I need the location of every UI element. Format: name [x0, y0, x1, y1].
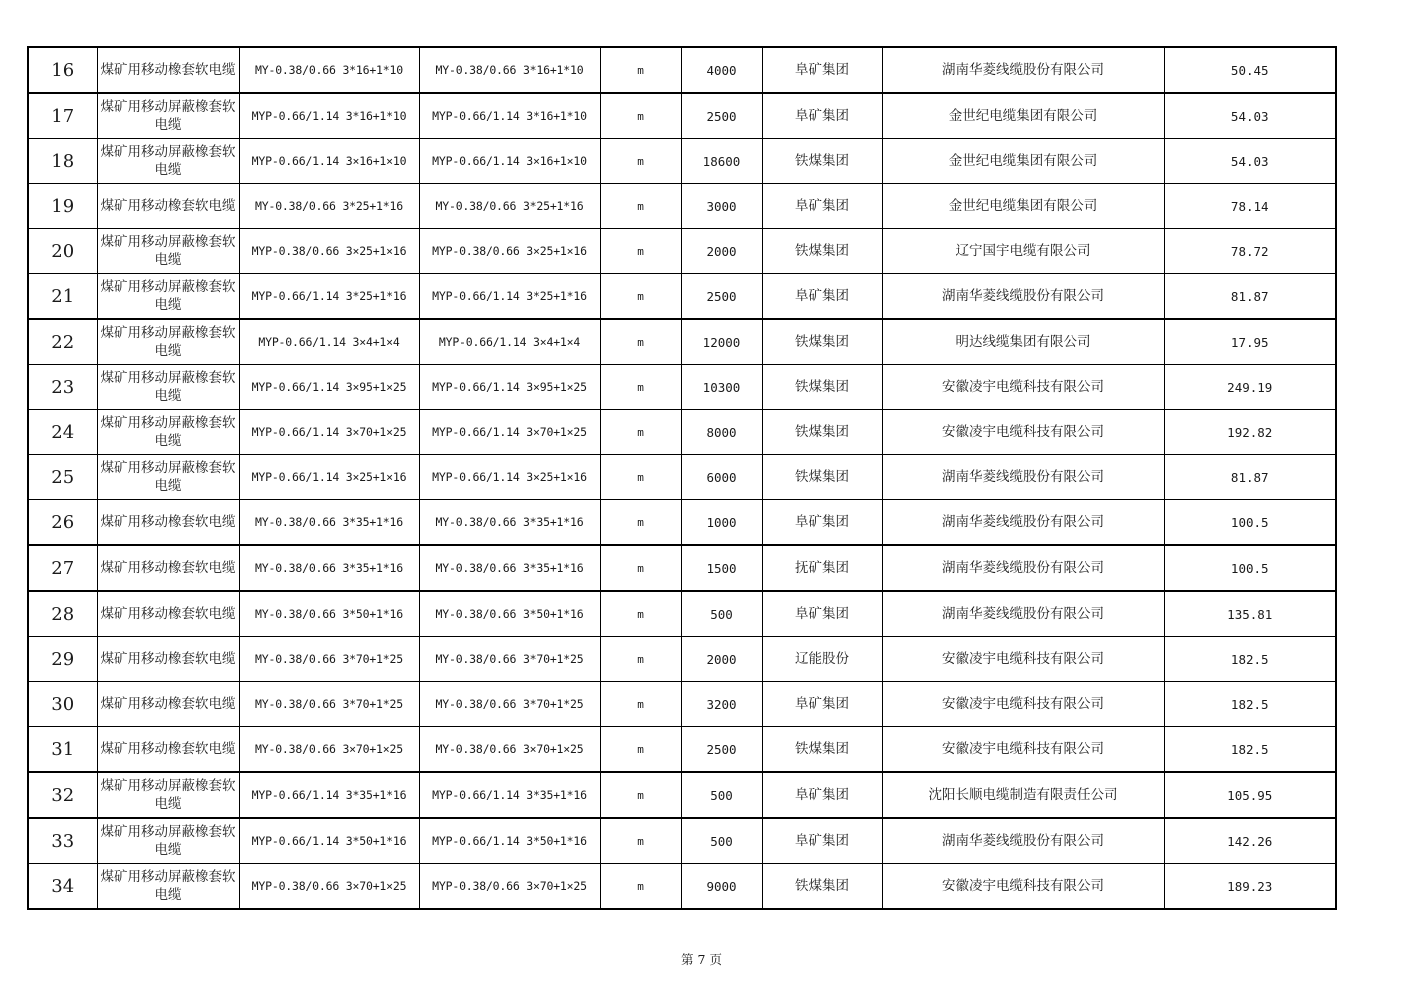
spec-model-cell: MYP-0.66/1.14 3*50+1*16	[239, 818, 419, 864]
table-row	[28, 727, 1336, 773]
spec-model-alt-cell: MY-0.38/0.66 3*16+1*10	[419, 47, 600, 93]
row-number-cell: 22	[28, 319, 97, 365]
price-cell: 182.5	[1164, 682, 1336, 727]
quantity-cell: 6000	[681, 455, 762, 500]
spec-model-alt-cell: MYP-0.66/1.14 3×4+1×4	[419, 319, 600, 365]
spec-model-cell: MYP-0.66/1.14 3×70+1×25	[239, 410, 419, 455]
spec-model-cell: MYP-0.66/1.14 3×16+1×10	[239, 139, 419, 184]
row-number-cell: 31	[28, 727, 97, 773]
buyer-cell: 阜矿集团	[762, 93, 882, 139]
product-name-cell: 煤矿用移动橡套软电缆	[97, 637, 239, 682]
vendor-cell: 安徽凌宇电缆科技有限公司	[882, 365, 1164, 410]
vendor-cell: 辽宁国宇电缆有限公司	[882, 229, 1164, 274]
table-row	[28, 591, 1336, 637]
spec-model-alt-cell: MYP-0.66/1.14 3×95+1×25	[419, 365, 600, 410]
quantity-cell: 2000	[681, 637, 762, 682]
product-name-cell: 煤矿用移动橡套软电缆	[97, 500, 239, 546]
spec-model-alt-cell: MYP-0.66/1.14 3*35+1*16	[419, 772, 600, 818]
vendor-cell: 湖南华菱线缆股份有限公司	[882, 274, 1164, 320]
product-name-cell: 煤矿用移动屏蔽橡套软电缆	[97, 93, 239, 139]
row-number-cell: 34	[28, 864, 97, 910]
spec-model-alt-cell: MYP-0.38/0.66 3×70+1×25	[419, 864, 600, 910]
unit-cell: m	[600, 455, 681, 500]
product-name-cell: 煤矿用移动屏蔽橡套软电缆	[97, 365, 239, 410]
buyer-cell: 阜矿集团	[762, 818, 882, 864]
table-row	[28, 184, 1336, 229]
vendor-cell: 安徽凌宇电缆科技有限公司	[882, 864, 1164, 910]
table-row	[28, 818, 1336, 864]
row-number-cell: 20	[28, 229, 97, 274]
buyer-cell: 铁煤集团	[762, 727, 882, 773]
buyer-cell: 阜矿集团	[762, 184, 882, 229]
unit-cell: m	[600, 682, 681, 727]
buyer-cell: 铁煤集团	[762, 410, 882, 455]
spec-model-cell: MY-0.38/0.66 3*70+1*25	[239, 637, 419, 682]
price-cell: 135.81	[1164, 591, 1336, 637]
spec-model-alt-cell: MYP-0.38/0.66 3×25+1×16	[419, 229, 600, 274]
quantity-cell: 2500	[681, 93, 762, 139]
row-number-cell: 16	[28, 47, 97, 93]
price-cell: 78.72	[1164, 229, 1336, 274]
vendor-cell: 湖南华菱线缆股份有限公司	[882, 591, 1164, 637]
buyer-cell: 铁煤集团	[762, 455, 882, 500]
table-row	[28, 274, 1336, 320]
table-row	[28, 772, 1336, 818]
unit-cell: m	[600, 47, 681, 93]
spec-model-alt-cell: MY-0.38/0.66 3×70+1×25	[419, 727, 600, 773]
buyer-cell: 阜矿集团	[762, 682, 882, 727]
row-number-cell: 19	[28, 184, 97, 229]
spec-model-alt-cell: MY-0.38/0.66 3*35+1*16	[419, 500, 600, 546]
quantity-cell: 1500	[681, 545, 762, 591]
price-cell: 189.23	[1164, 864, 1336, 910]
spec-model-alt-cell: MY-0.38/0.66 3*25+1*16	[419, 184, 600, 229]
price-cell: 182.5	[1164, 637, 1336, 682]
spec-model-cell: MYP-0.38/0.66 3×70+1×25	[239, 864, 419, 910]
vendor-cell: 金世纪电缆集团有限公司	[882, 184, 1164, 229]
price-cell: 78.14	[1164, 184, 1336, 229]
buyer-cell: 铁煤集团	[762, 365, 882, 410]
unit-cell: m	[600, 864, 681, 910]
spec-model-cell: MYP-0.38/0.66 3×25+1×16	[239, 229, 419, 274]
unit-cell: m	[600, 818, 681, 864]
spec-model-alt-cell: MYP-0.66/1.14 3*16+1*10	[419, 93, 600, 139]
table-row	[28, 545, 1336, 591]
table-row	[28, 47, 1336, 93]
buyer-cell: 铁煤集团	[762, 864, 882, 910]
product-name-cell: 煤矿用移动屏蔽橡套软电缆	[97, 772, 239, 818]
quantity-cell: 1000	[681, 500, 762, 546]
buyer-cell: 阜矿集团	[762, 500, 882, 546]
spec-model-cell: MY-0.38/0.66 3*16+1*10	[239, 47, 419, 93]
spec-model-cell: MY-0.38/0.66 3*35+1*16	[239, 545, 419, 591]
cable-price-table	[27, 46, 1337, 910]
product-name-cell: 煤矿用移动屏蔽橡套软电缆	[97, 818, 239, 864]
row-number-cell: 18	[28, 139, 97, 184]
unit-cell: m	[600, 274, 681, 320]
row-number-cell: 28	[28, 591, 97, 637]
vendor-cell: 安徽凌宇电缆科技有限公司	[882, 727, 1164, 773]
product-name-cell: 煤矿用移动橡套软电缆	[97, 184, 239, 229]
price-cell: 54.03	[1164, 93, 1336, 139]
row-number-cell: 17	[28, 93, 97, 139]
vendor-cell: 安徽凌宇电缆科技有限公司	[882, 637, 1164, 682]
price-cell: 142.26	[1164, 818, 1336, 864]
vendor-cell: 安徽凌宇电缆科技有限公司	[882, 682, 1164, 727]
row-number-cell: 30	[28, 682, 97, 727]
buyer-cell: 抚矿集团	[762, 545, 882, 591]
buyer-cell: 铁煤集团	[762, 229, 882, 274]
unit-cell: m	[600, 545, 681, 591]
buyer-cell: 阜矿集团	[762, 274, 882, 320]
quantity-cell: 8000	[681, 410, 762, 455]
table-row	[28, 229, 1336, 274]
product-name-cell: 煤矿用移动屏蔽橡套软电缆	[97, 139, 239, 184]
spec-model-cell: MY-0.38/0.66 3×70+1×25	[239, 727, 419, 773]
quantity-cell: 500	[681, 591, 762, 637]
quantity-cell: 2000	[681, 229, 762, 274]
row-number-cell: 27	[28, 545, 97, 591]
spec-model-cell: MY-0.38/0.66 3*70+1*25	[239, 682, 419, 727]
table-row	[28, 410, 1336, 455]
unit-cell: m	[600, 184, 681, 229]
spec-model-alt-cell: MYP-0.66/1.14 3*50+1*16	[419, 818, 600, 864]
page-number: 第 7 页	[681, 952, 722, 967]
spec-model-alt-cell: MY-0.38/0.66 3*35+1*16	[419, 545, 600, 591]
price-cell: 17.95	[1164, 319, 1336, 365]
spec-model-cell: MYP-0.66/1.14 3×95+1×25	[239, 365, 419, 410]
quantity-cell: 9000	[681, 864, 762, 910]
spec-model-cell: MYP-0.66/1.14 3×25+1×16	[239, 455, 419, 500]
product-name-cell: 煤矿用移动橡套软电缆	[97, 47, 239, 93]
buyer-cell: 辽能股份	[762, 637, 882, 682]
quantity-cell: 500	[681, 818, 762, 864]
price-cell: 100.5	[1164, 545, 1336, 591]
row-number-cell: 32	[28, 772, 97, 818]
quantity-cell: 2500	[681, 274, 762, 320]
buyer-cell: 阜矿集团	[762, 772, 882, 818]
spec-model-alt-cell: MYP-0.66/1.14 3*25+1*16	[419, 274, 600, 320]
spec-model-alt-cell: MYP-0.66/1.14 3×25+1×16	[419, 455, 600, 500]
table-row	[28, 864, 1336, 910]
unit-cell: m	[600, 772, 681, 818]
row-number-cell: 33	[28, 818, 97, 864]
unit-cell: m	[600, 410, 681, 455]
quantity-cell: 3000	[681, 184, 762, 229]
price-cell: 81.87	[1164, 274, 1336, 320]
quantity-cell: 10300	[681, 365, 762, 410]
quantity-cell: 18600	[681, 139, 762, 184]
quantity-cell: 3200	[681, 682, 762, 727]
row-number-cell: 24	[28, 410, 97, 455]
price-cell: 192.82	[1164, 410, 1336, 455]
spec-model-cell: MY-0.38/0.66 3*25+1*16	[239, 184, 419, 229]
spec-model-cell: MYP-0.66/1.14 3×4+1×4	[239, 319, 419, 365]
buyer-cell: 阜矿集团	[762, 591, 882, 637]
buyer-cell: 铁煤集团	[762, 319, 882, 365]
table-row	[28, 365, 1336, 410]
table-row	[28, 500, 1336, 546]
spec-model-cell: MYP-0.66/1.14 3*16+1*10	[239, 93, 419, 139]
vendor-cell: 湖南华菱线缆股份有限公司	[882, 818, 1164, 864]
price-cell: 50.45	[1164, 47, 1336, 93]
row-number-cell: 29	[28, 637, 97, 682]
price-cell: 249.19	[1164, 365, 1336, 410]
spec-model-alt-cell: MY-0.38/0.66 3*50+1*16	[419, 591, 600, 637]
table-row	[28, 455, 1336, 500]
product-name-cell: 煤矿用移动橡套软电缆	[97, 545, 239, 591]
product-name-cell: 煤矿用移动屏蔽橡套软电缆	[97, 229, 239, 274]
buyer-cell: 阜矿集团	[762, 47, 882, 93]
unit-cell: m	[600, 229, 681, 274]
price-cell: 81.87	[1164, 455, 1336, 500]
table-row	[28, 319, 1336, 365]
unit-cell: m	[600, 591, 681, 637]
unit-cell: m	[600, 319, 681, 365]
spec-model-alt-cell: MYP-0.66/1.14 3×70+1×25	[419, 410, 600, 455]
product-name-cell: 煤矿用移动屏蔽橡套软电缆	[97, 455, 239, 500]
quantity-cell: 500	[681, 772, 762, 818]
product-name-cell: 煤矿用移动橡套软电缆	[97, 727, 239, 773]
table-row	[28, 682, 1336, 727]
vendor-cell: 湖南华菱线缆股份有限公司	[882, 47, 1164, 93]
price-cell: 54.03	[1164, 139, 1336, 184]
price-cell: 105.95	[1164, 772, 1336, 818]
product-name-cell: 煤矿用移动橡套软电缆	[97, 682, 239, 727]
product-name-cell: 煤矿用移动屏蔽橡套软电缆	[97, 410, 239, 455]
unit-cell: m	[600, 365, 681, 410]
quantity-cell: 2500	[681, 727, 762, 773]
unit-cell: m	[600, 93, 681, 139]
vendor-cell: 金世纪电缆集团有限公司	[882, 139, 1164, 184]
vendor-cell: 金世纪电缆集团有限公司	[882, 93, 1164, 139]
spec-model-alt-cell: MY-0.38/0.66 3*70+1*25	[419, 637, 600, 682]
spec-model-cell: MY-0.38/0.66 3*50+1*16	[239, 591, 419, 637]
price-cell: 100.5	[1164, 500, 1336, 546]
vendor-cell: 安徽凌宇电缆科技有限公司	[882, 410, 1164, 455]
spec-model-alt-cell: MY-0.38/0.66 3*70+1*25	[419, 682, 600, 727]
vendor-cell: 沈阳长顺电缆制造有限责任公司	[882, 772, 1164, 818]
product-name-cell: 煤矿用移动橡套软电缆	[97, 591, 239, 637]
spec-model-alt-cell: MYP-0.66/1.14 3×16+1×10	[419, 139, 600, 184]
unit-cell: m	[600, 637, 681, 682]
quantity-cell: 12000	[681, 319, 762, 365]
unit-cell: m	[600, 500, 681, 546]
spec-model-cell: MYP-0.66/1.14 3*35+1*16	[239, 772, 419, 818]
row-number-cell: 23	[28, 365, 97, 410]
vendor-cell: 明达线缆集团有限公司	[882, 319, 1164, 365]
unit-cell: m	[600, 727, 681, 773]
row-number-cell: 26	[28, 500, 97, 546]
spec-model-cell: MY-0.38/0.66 3*35+1*16	[239, 500, 419, 546]
table-row	[28, 637, 1336, 682]
table-row	[28, 139, 1336, 184]
vendor-cell: 湖南华菱线缆股份有限公司	[882, 500, 1164, 546]
quantity-cell: 4000	[681, 47, 762, 93]
table-row	[28, 93, 1336, 139]
product-name-cell: 煤矿用移动屏蔽橡套软电缆	[97, 864, 239, 910]
buyer-cell: 铁煤集团	[762, 139, 882, 184]
row-number-cell: 21	[28, 274, 97, 320]
row-number-cell: 25	[28, 455, 97, 500]
spec-model-cell: MYP-0.66/1.14 3*25+1*16	[239, 274, 419, 320]
price-cell: 182.5	[1164, 727, 1336, 773]
unit-cell: m	[600, 139, 681, 184]
vendor-cell: 湖南华菱线缆股份有限公司	[882, 455, 1164, 500]
product-name-cell: 煤矿用移动屏蔽橡套软电缆	[97, 274, 239, 320]
vendor-cell: 湖南华菱线缆股份有限公司	[882, 545, 1164, 591]
product-name-cell: 煤矿用移动屏蔽橡套软电缆	[97, 319, 239, 365]
